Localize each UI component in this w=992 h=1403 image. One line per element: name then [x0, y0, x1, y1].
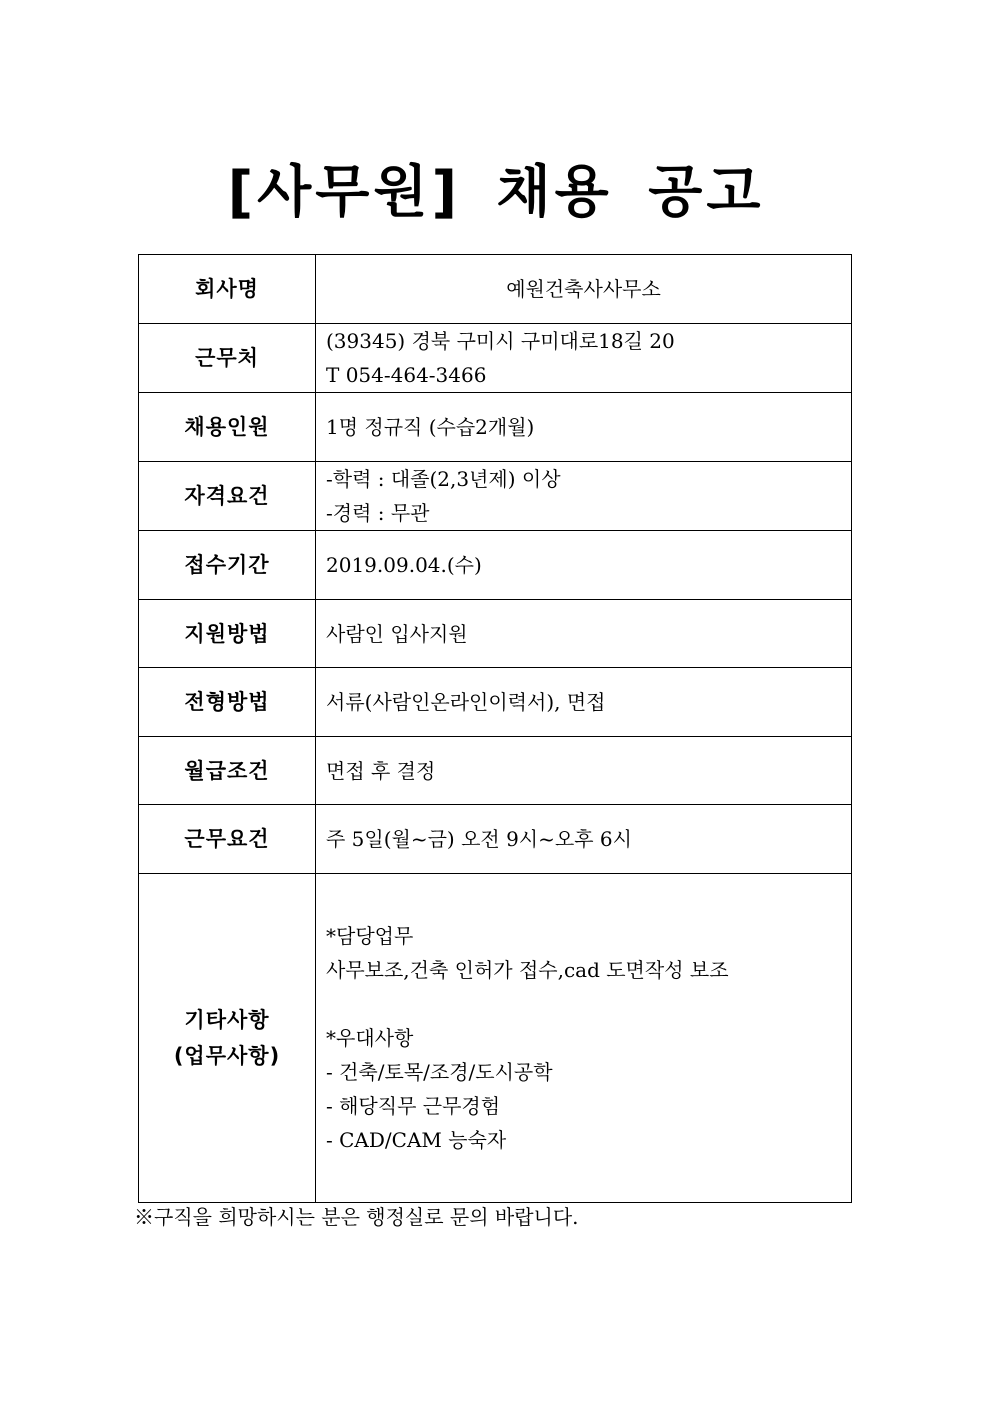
application-method-text: 사람인 입사지원	[326, 621, 468, 646]
blank-line	[326, 987, 851, 1021]
row-value-salary	[316, 737, 852, 805]
row-label-salary: 월급조건	[139, 737, 316, 805]
row-value-headcount	[316, 393, 852, 462]
work-conditions-text: 주 5일(월~금) 오전 9시~오후 6시	[326, 827, 632, 851]
row-value-work-conditions	[316, 805, 852, 874]
table-row-qualifications	[139, 462, 852, 531]
preference-item-1: - 건축/토목/조경/도시공학	[326, 1060, 553, 1084]
experience-requirement: -경력 : 무관	[326, 501, 430, 525]
company-name: 예원건축사사무소	[506, 277, 661, 301]
salary-text: 면접 후 결정	[326, 758, 436, 783]
row-label-company: 회사명	[139, 255, 316, 324]
row-label-workplace: 근무처	[139, 324, 316, 393]
duties-text: 사무보조,건축 인허가 접수,cad 도면작성 보조	[326, 958, 729, 982]
table-row-other	[139, 874, 852, 1203]
row-label-work-conditions: 근무요건	[139, 805, 316, 874]
page-title: [사무원] 채용 공고	[227, 160, 765, 225]
duties-heading: *담당업무	[326, 924, 414, 948]
row-label-headcount: 채용인원	[139, 393, 316, 462]
row-value-qualifications	[316, 462, 852, 531]
headcount-text: 1명 정규직 (수습2개월)	[326, 415, 535, 439]
row-value-other	[316, 874, 852, 1203]
row-value-application-method	[316, 600, 852, 668]
table-row-work-conditions	[139, 805, 852, 874]
row-value-workplace	[316, 324, 852, 393]
job-posting-table	[138, 254, 852, 1203]
row-value-company	[316, 255, 852, 324]
table-row-application-method	[139, 600, 852, 668]
selection-process-text: 서류(사람인온라인이력서), 면접	[326, 690, 606, 714]
row-label-qualifications: 자격요건	[139, 462, 316, 531]
workplace-phone: T 054-464-3466	[326, 363, 487, 387]
table-row-headcount	[139, 393, 852, 462]
other-label-line-1: 기타사항	[184, 1008, 270, 1032]
education-requirement: -학력 : 대졸(2,3년제) 이상	[326, 467, 561, 491]
row-value-selection-process	[316, 668, 852, 737]
row-label-other	[139, 874, 316, 1203]
row-label-selection-process: 전형방법	[139, 668, 316, 737]
preference-heading: *우대사항	[326, 1026, 414, 1050]
table-row-application-period	[139, 531, 852, 600]
row-label-application-method: 지원방법	[139, 600, 316, 668]
table-row-company	[139, 255, 852, 324]
preference-item-2: - 해당직무 근무경험	[326, 1094, 501, 1118]
table-row-salary	[139, 737, 852, 805]
footnote: ※구직을 희망하시는 분은 행정실로 문의 바랍니다.	[134, 1205, 579, 1229]
workplace-address: (39345) 경북 구미시 구미대로18길 20	[326, 329, 675, 353]
row-value-application-period	[316, 531, 852, 600]
table-row-workplace	[139, 324, 852, 393]
row-label-application-period: 접수기간	[139, 531, 316, 600]
preference-item-3: - CAD/CAM 능숙자	[326, 1128, 507, 1152]
table-row-selection-process	[139, 668, 852, 737]
other-label-line-2: (업무사항)	[173, 1044, 281, 1068]
application-date: 2019.09.04.(수)	[326, 553, 482, 577]
